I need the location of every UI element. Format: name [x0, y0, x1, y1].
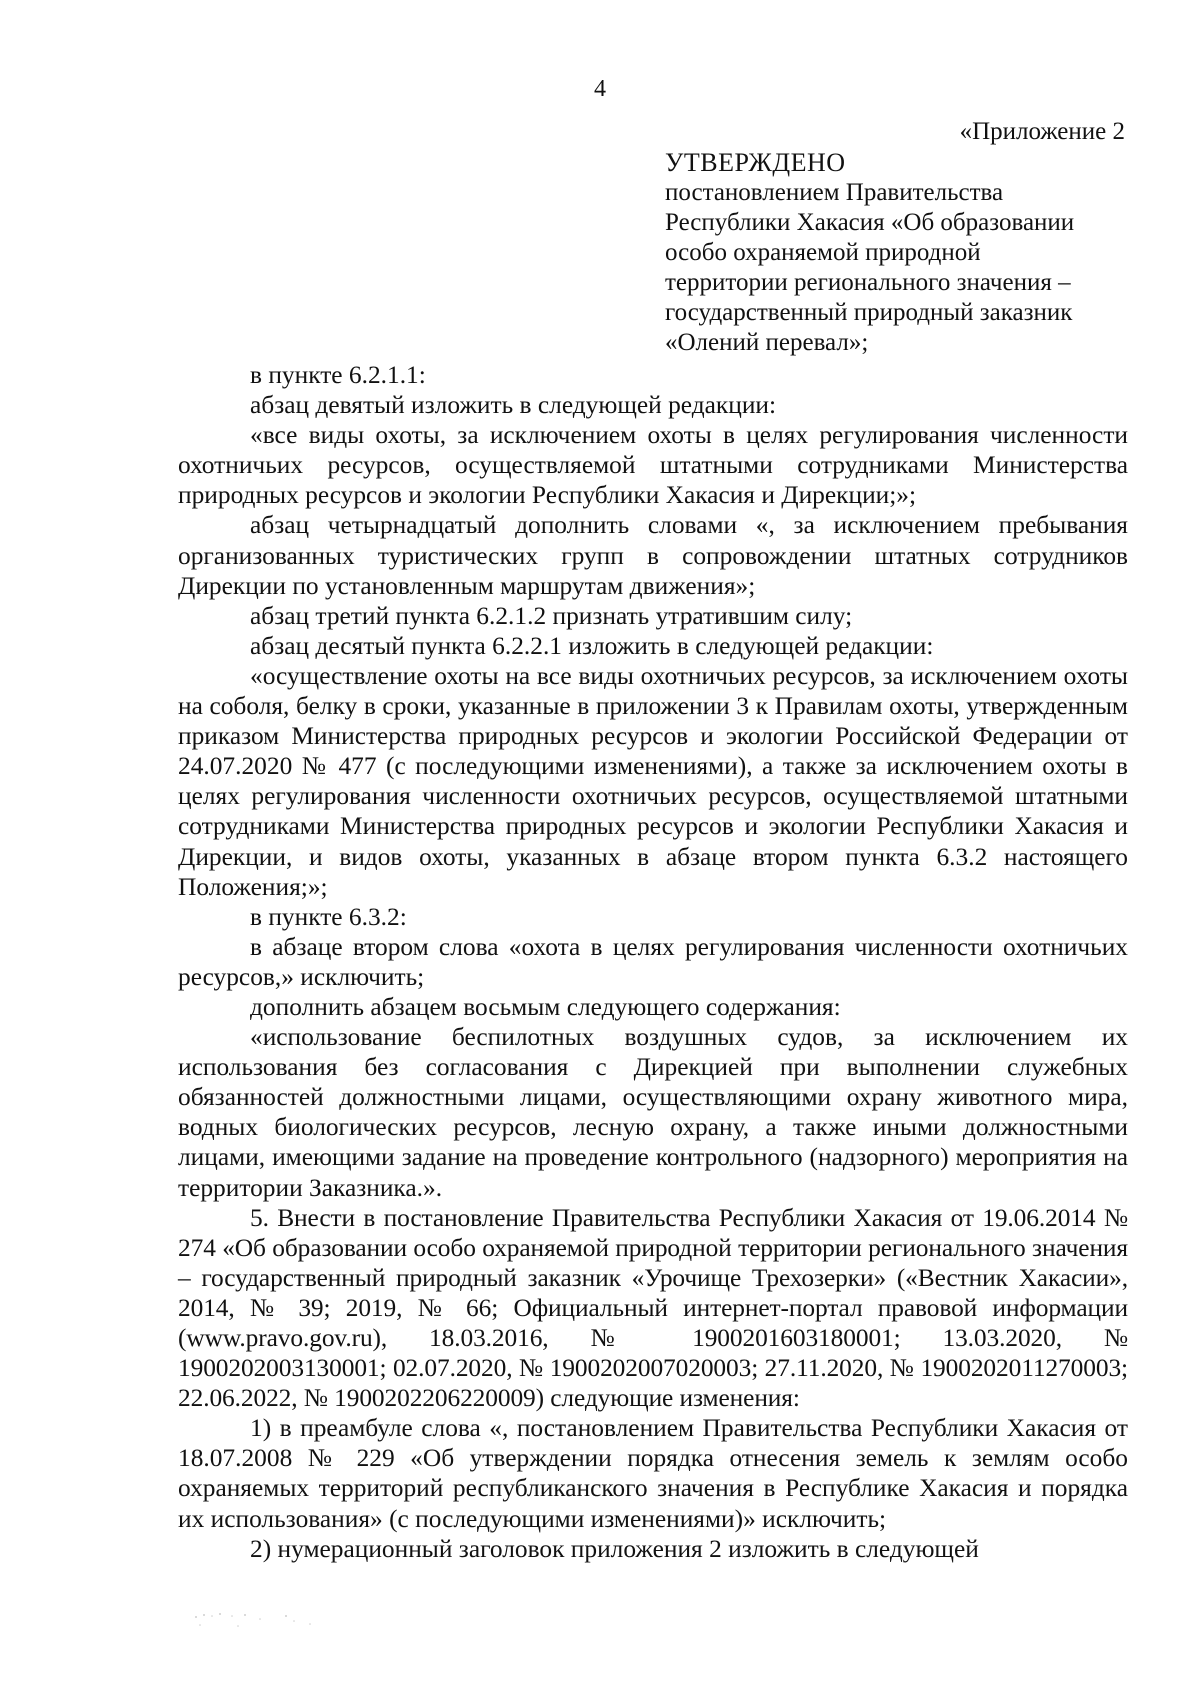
document-body [178, 360, 1128, 1564]
approval-line: государственный природный заказник [665, 299, 1073, 326]
paragraph: «осуществление охоты на все виды охотничьих ресурсов, за исключением охоты на соболя, белку в сроки, указанные в приложении 3 к Правилам охоты, утвержденным приказом Министерства природных ресурсов и экологии Российской Федерации от 24.07.2020 № 477 (с последующими изменениями), а также за исключением охоты в целях регулирования численности охотничьих ресурсов, осуществляемой штатными сотрудниками Министерства природных ресурсов и экологии Республики Хакасия и Дирекции, и видов охоты, указанных в абзаце втором пункта 6.3.2 настоящего Положения;»; [178, 661, 1128, 901]
approval-title: УТВЕРЖДЕНО [665, 148, 846, 177]
paragraph: 5. Внести в постановление Правительства Республики Хакасия от 19.06.2014 № 274 «Об образовании особо охраняемой природной территории регионального значения – государственный природный заказник «Урочище Трехозерки» («Вестник Хакасии», 2014, № 39; 2019, № 66; Официальный интернет-портал правовой информации (www.pravo.gov.ru), 18.03.2016, № 1900201603180001; 13.03.2020, № 1900202003130001; 02.07.2020, № 1900202007020003; 27.11.2020, № 1900202011270003; 22.06.2022, № 1900202206220009) следующие изменения: [178, 1203, 1128, 1413]
approval-block [665, 148, 1125, 358]
approval-line: «Олений перевал»; [665, 329, 869, 356]
paragraph: «использование беспилотных воздушных судов, за исключением их использования без согласования с Дирекцией при выполнении служебных обязанностей должностными лицами, осуществляющими охрану животного мира, водных биологических ресурсов, лесную охрану, а также иными должностными лицами, имеющими задание на проведение контрольного (надзорного) мероприятия на территории Заказника.». [178, 1023, 1128, 1202]
paragraph: дополнить абзацем восьмым следующего содержания: [250, 992, 841, 1021]
paragraph: абзац девятый изложить в следующей редакции: [250, 391, 777, 420]
approval-line: постановлением Правительства [665, 179, 1004, 206]
paragraph: 2) нумерационный заголовок приложения 2 изложить в следующей [250, 1534, 979, 1563]
approval-line: территории регионального значения – [665, 269, 1071, 296]
paragraph: «все виды охоты, за исключением охоты в целях регулирования численности охотничьих ресурсов, осуществляемой штатными сотрудниками Министерства природных ресурсов и экологии Республики Хакасия и Дирекции;»; [178, 421, 1128, 510]
paragraph: 1) в преамбуле слова «, постановлением Правительства Республики Хакасия от 18.07.2008 № 229 «Об утверждении порядка отнесения земель к землям особо охраняемых территорий республиканского значения в Республике Хакасия и порядка их использования» (с последующими изменениями)» исключить; [178, 1414, 1128, 1533]
appendix-label: «Приложение 2 [959, 118, 1125, 145]
paragraph: абзац десятый пункта 6.2.2.1 изложить в следующей редакции: [250, 631, 934, 660]
paragraph: абзац четырнадцатый дополнить словами «, за исключением пребывания организованных туристических групп в сопровождении штатных сотрудников Дирекции по установленным маршрутам движения»; [178, 511, 1128, 600]
scan-noise [190, 1607, 330, 1633]
paragraph: абзац третий пункта 6.2.1.2 признать утратившим силу; [250, 601, 853, 630]
approval-line: особо охраняемой природной [665, 239, 981, 266]
paragraph: в пункте 6.3.2: [250, 902, 407, 931]
paragraph: в абзаце втором слова «охота в целях регулирования численности охотничьих ресурсов,» исключить; [178, 932, 1128, 991]
page-number: 4 [594, 76, 606, 102]
approval-line: Республики Хакасия «Об образовании [665, 209, 1075, 236]
paragraph: в пункте 6.2.1.1: [250, 361, 426, 389]
